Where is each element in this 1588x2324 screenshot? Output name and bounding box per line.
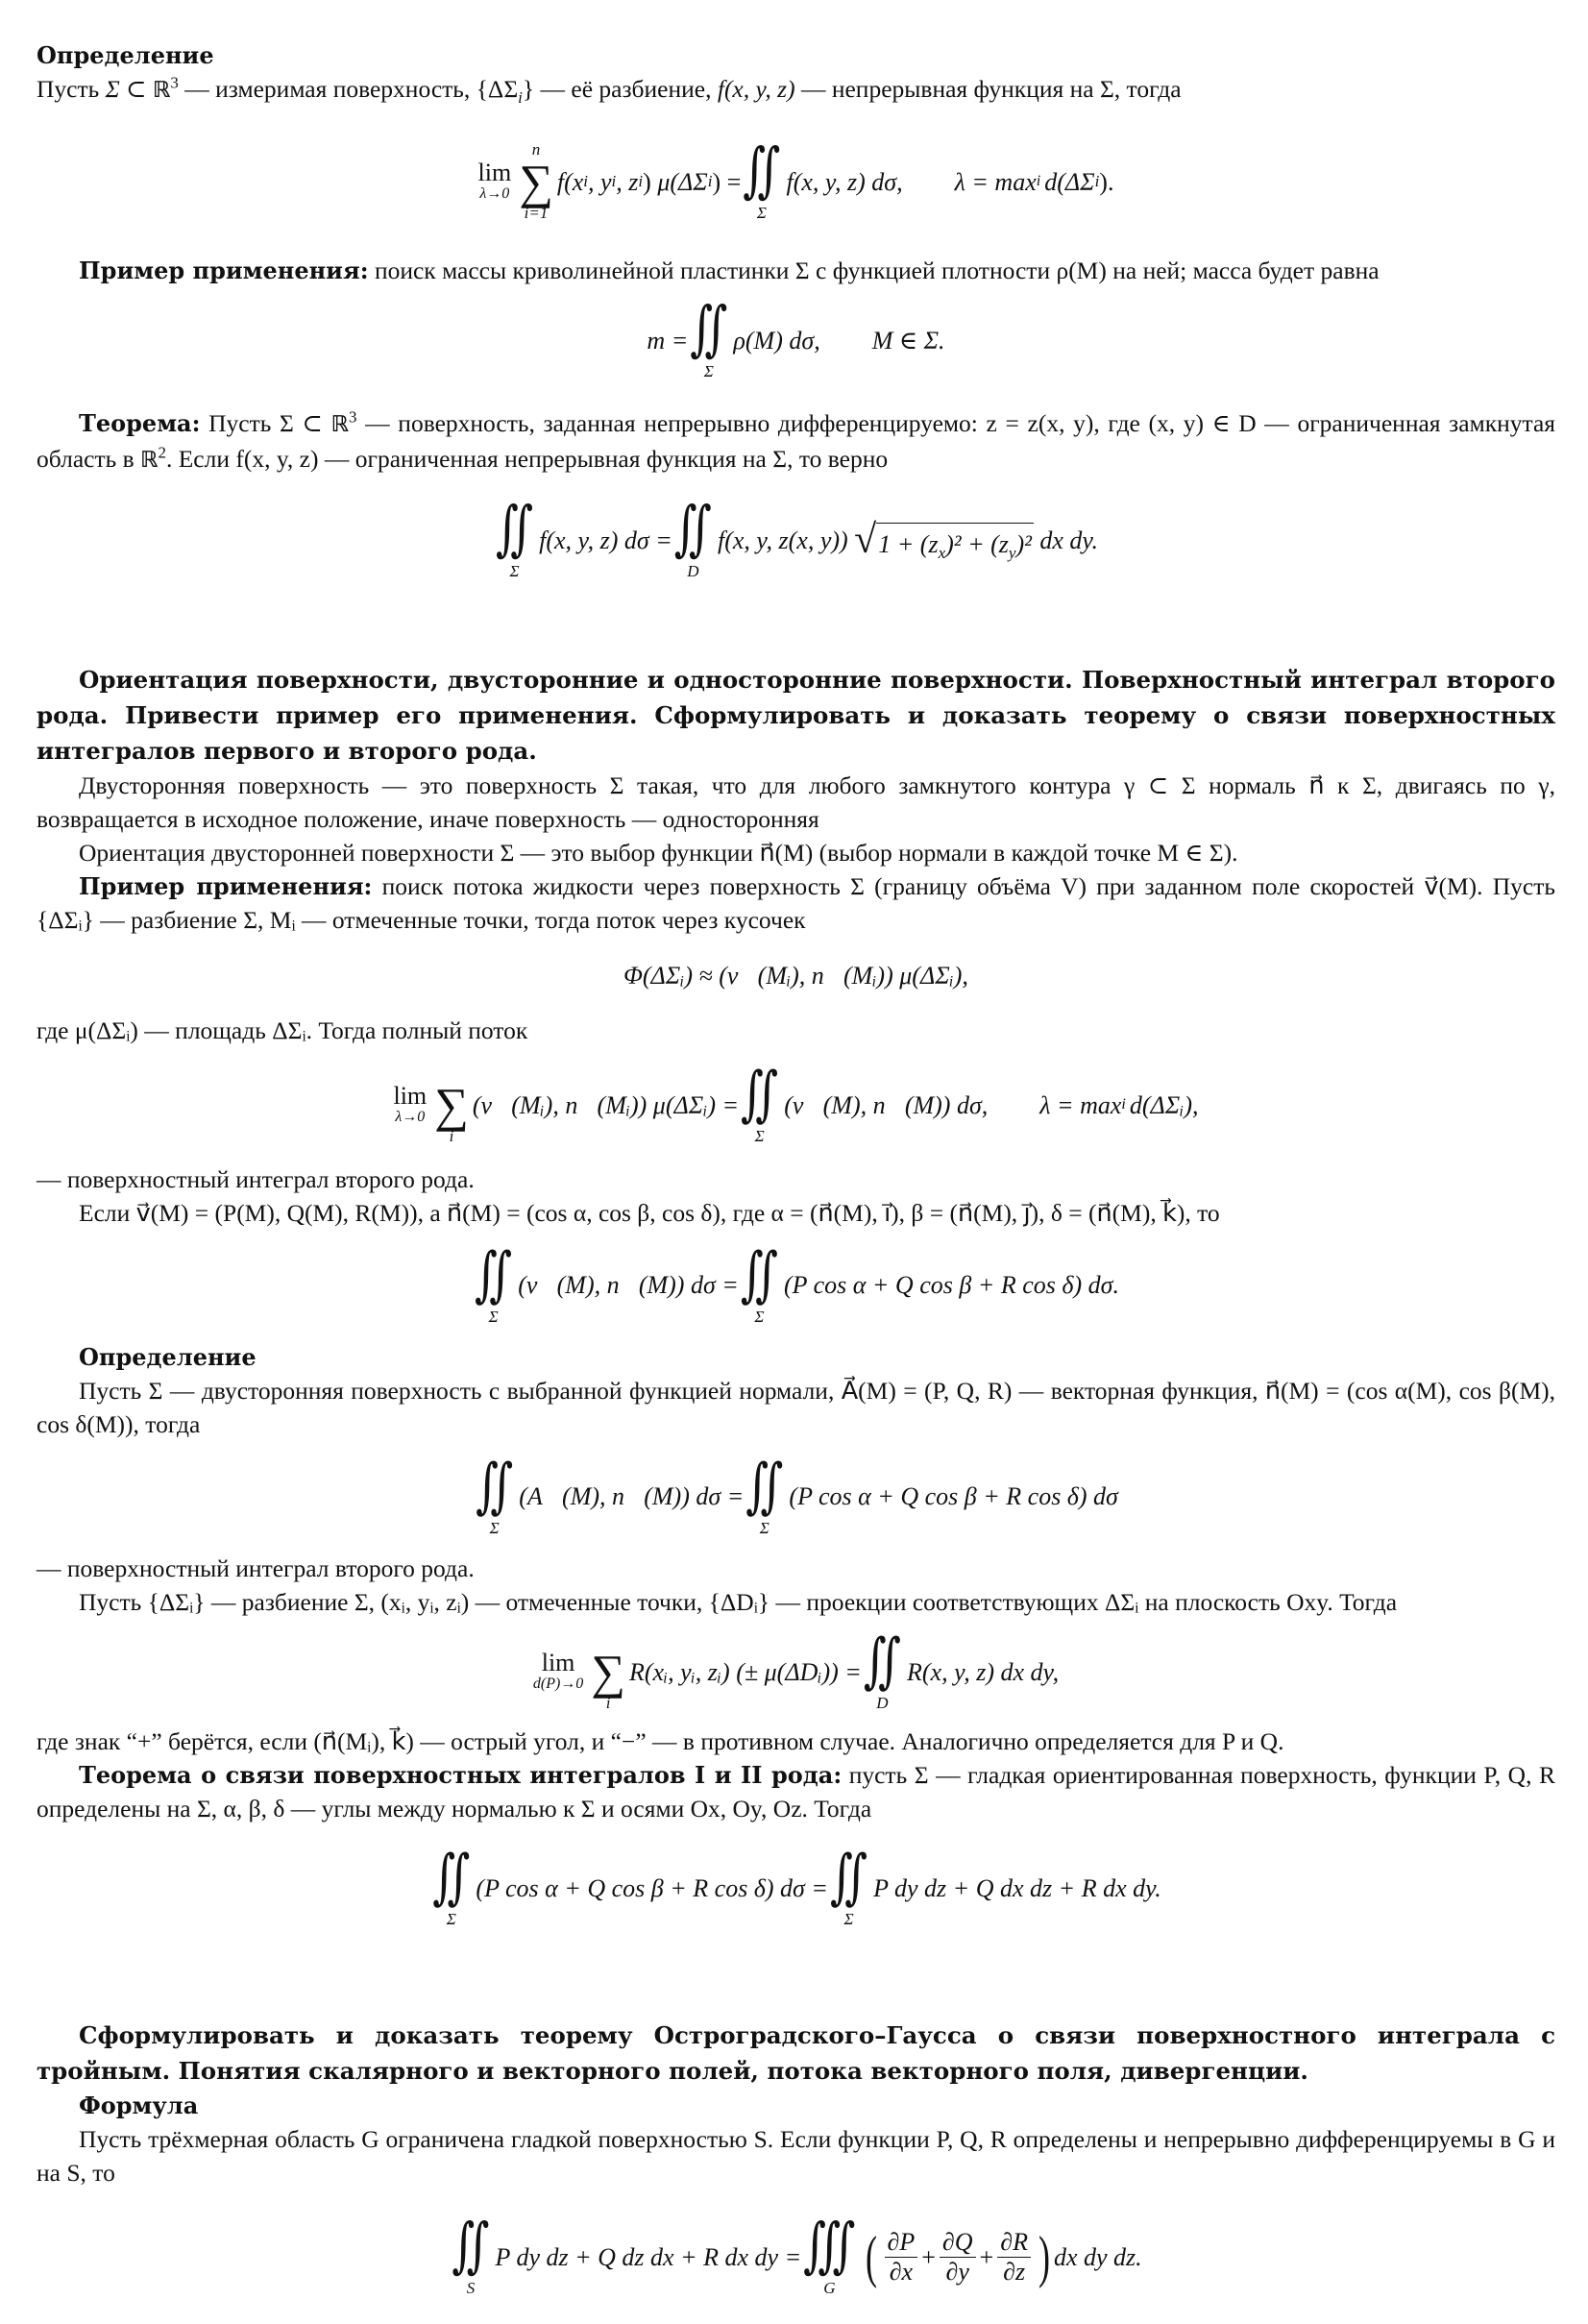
double-integral: ∬ Σ <box>745 1452 770 1537</box>
equation-flux-piece: Φ(ΔΣᵢ) ≈ (v⃗(Mᵢ), n⃗(Mᵢ)) μ(ΔΣᵢ), <box>623 961 968 990</box>
double-integral: ∬ Σ <box>740 1240 765 1326</box>
double-integral: ∬ D <box>673 495 699 580</box>
fraction-dp-dx: $\frac{\partial P}{\partial x}$ <box>885 2228 918 2287</box>
partition-text: Пусть {ΔΣᵢ} — разбиение Σ, (xᵢ, yᵢ, zᵢ) — отмеченные точки, {ΔDᵢ} — проекции соответствующих ΔΣᵢ на плоскость Oxy. Тогда <box>79 1588 1398 1616</box>
theorem-first-kind: Теорема: Пусть Σ ⊂ ℝ$^3$ — поверхность, заданная непрерывно дифференцируемо: z = z(x, y), где (x, y) ∈ D — ограниченная замкнутая область в ℝ$^2$. Если f(x, y, z) — ограниченная непрерывная функция на Σ, то верно <box>37 407 1555 473</box>
equation-projection-limit: lim d(P)→0 ∑ i R(xᵢ, yᵢ, zᵢ) (± μ(ΔDᵢ)) = ∬ D R(x, y, z) dx dy, <box>532 1627 1060 1712</box>
formula-title: Формула <box>79 2092 199 2119</box>
equation-surface-integral-definition: lim λ→0 n ∑ i=1 f(x i , y i , z i ) μ(ΔΣ i ) = ∬ Σ f(x, y, z) dσ, λ = max i d(ΔΣ i ). <box>477 136 1114 222</box>
double-integral: ∬ Σ <box>495 495 521 580</box>
fraction-dq-dy: $\frac{\partial Q}{\partial y}$ <box>940 2228 976 2287</box>
double-integral: ∬ S <box>452 2212 476 2297</box>
double-integral: ∬ Σ <box>476 1452 501 1537</box>
equation-second-kind-cosines: ∬ Σ (v⃗(M), n⃗(M)) dσ = ∬ Σ (P cos α + Q cos β + R cos δ) dσ. <box>475 1240 1119 1326</box>
limit-operator: lim λ→0 <box>477 159 512 202</box>
mass-example: Пример применения: поиск массы криволинейной пластинки Σ с функцией плотности ρ(M) на ней; масса будет равна <box>79 257 1380 284</box>
double-integral: ∬ Σ <box>475 1240 500 1326</box>
square-root: √ $1 + (z_x)^2 + (z_y)^2$ <box>854 518 1032 563</box>
limit-operator: lim d(P)→0 <box>532 1649 584 1692</box>
sum-operator: ∑ i <box>434 1078 469 1145</box>
flux-example: Пример применения: поиск потока жидкости через поверхность Σ (границу объёма V) при заданном поле скоростей v⃗(M). Пусть {ΔΣᵢ} — разбиение Σ, Mᵢ — отмеченные точки, тогда поток через кусочек <box>37 872 1555 934</box>
double-integral: ∬ Σ <box>690 295 715 380</box>
double-integral: ∬ Σ <box>432 1843 457 1928</box>
double-integral: ∬ Σ <box>743 136 768 222</box>
sum-operator: n ∑ i=1 <box>519 140 553 222</box>
velocity-normal-text: Если v⃗(M) = (P(M), Q(M), R(M)), а n⃗(M) = (cos α, cos β, cos δ), где α = (n⃗(M), i⃗), β = (n⃗(M), j⃗), δ = (n⃗(M), k⃗), то <box>79 1199 1220 1227</box>
equation-mass: m = ∬ Σ ρ(M) dσ, M ∈ Σ. <box>647 295 945 380</box>
formula-text: Пусть трёхмерная область G ограничена гладкой поверхностью S. Если функции P, Q, R определены и непрерывно дифференцируемы в G и на S, то <box>37 2125 1555 2187</box>
equation-flux-limit: lim λ→0 ∑ i (v⃗(Mᵢ), n⃗(Mᵢ)) μ(ΔΣᵢ) = ∬ Σ (v⃗(M), n⃗(M)) dσ, λ = max i d(ΔΣᵢ), <box>393 1060 1199 1145</box>
definition-title-2: Определение <box>79 1343 257 1371</box>
fraction-dr-dz: $\frac{\partial R}{\partial z}$ <box>997 2228 1031 2287</box>
double-integral: ∬ Σ <box>829 1843 855 1928</box>
second-kind-label: — поверхностный интеграл второго рода. <box>37 1165 475 1193</box>
equation-first-second-relation: ∬ Σ (P cos α + Q cos β + R cos δ) dσ = ∬ Σ P dy dz + Q dx dz + R dx dy. <box>432 1843 1161 1928</box>
section-heading-orientation: Ориентация поверхности, двусторонние и односторонние поверхности. Поверхностный интеграл второго рода. Привести пример его применения. Сформулировать и доказать теорему о связи поверхностных интегралов первого и второго рода. <box>37 666 1555 765</box>
definition-title: Определение <box>37 41 214 69</box>
double-integral: ∬ Σ <box>741 1060 766 1145</box>
definition-text-2: Пусть Σ — двусторонняя поверхность с выбранной функцией нормали, A⃗(M) = (P, Q, R) — векторная функция, n⃗(M) = (cos α(M), cos β(M), cos δ(M)), тогда <box>37 1377 1555 1438</box>
full-flux-text: где μ(ΔΣᵢ) — площадь ΔΣᵢ. Тогда полный поток <box>37 1016 528 1044</box>
equation-gauss-ostrogradsky: ∬ S P dy dz + Q dz dx + R dx dy = ∭ G ( $\frac{\partial P}{\partial x}$ + $\frac{\partial Q}{\partial y}$ + $\frac{\partial R}{\partial z}$ ) dx dy dz. <box>452 2212 1142 2297</box>
sum-operator: ∑ i <box>591 1645 625 1712</box>
theorem-relation: Теорема о связи поверхностных интегралов I и II рода: пусть Σ — гладкая ориентированная поверхность, функции P, Q, R определены на Σ, α, β, δ — углы между нормалью к Σ и осями Ox, Oy, Oz. Тогда <box>37 1761 1555 1823</box>
definition-text: Пусть Σ ⊂ ℝ$^3$ — измеримая поверхность, $\{\Delta\Sigma_i\}$ — её разбиение, f(x, y, z) — непрерывная функция на Σ, тогда <box>37 73 1182 108</box>
triple-integral: ∭ G <box>803 2212 843 2297</box>
limit-operator: lim λ→0 <box>393 1082 428 1125</box>
section-heading-ostrogradsky: Сформулировать и доказать теорему Остроградского–Гаусса о связи поверхностного интеграла с тройным. Понятия скалярного и векторного полей, потока векторного поля, дивергенции. <box>37 2021 1555 2085</box>
double-integral: ∬ D <box>863 1627 889 1712</box>
second-kind-label-2: — поверхностный интеграл второго рода. <box>37 1554 475 1582</box>
sign-rule-text: где знак “+” берётся, если (n⃗(Mᵢ), k⃗) — острый угол, и “−” — в противном случае. Аналогично определяется для P и Q. <box>37 1727 1284 1755</box>
two-sided-surface-definition: Двусторонняя поверхность — это поверхность Σ такая, что для любого замкнутого контура γ ⊂ Σ нормаль n⃗ к Σ, двигаясь по γ, возвращается в исходное положение, иначе поверхность — односторонняя <box>37 771 1555 833</box>
equation-first-kind-reduction: ∬ Σ f(x, y, z) dσ = ∬ D f(x, y, z(x, y)) √ $1 + (z_x)^2 + (z_y)^2$ dx dy. <box>495 495 1099 580</box>
equation-second-kind-definition: ∬ Σ (A⃗(M), n⃗(M)) dσ = ∬ Σ (P cos α + Q cos β + R cos δ) dσ <box>476 1452 1118 1537</box>
orientation-definition: Ориентация двусторонней поверхности Σ — это выбор функции n⃗(M) (выбор нормали в каждой точке M ∈ Σ). <box>79 839 1238 867</box>
